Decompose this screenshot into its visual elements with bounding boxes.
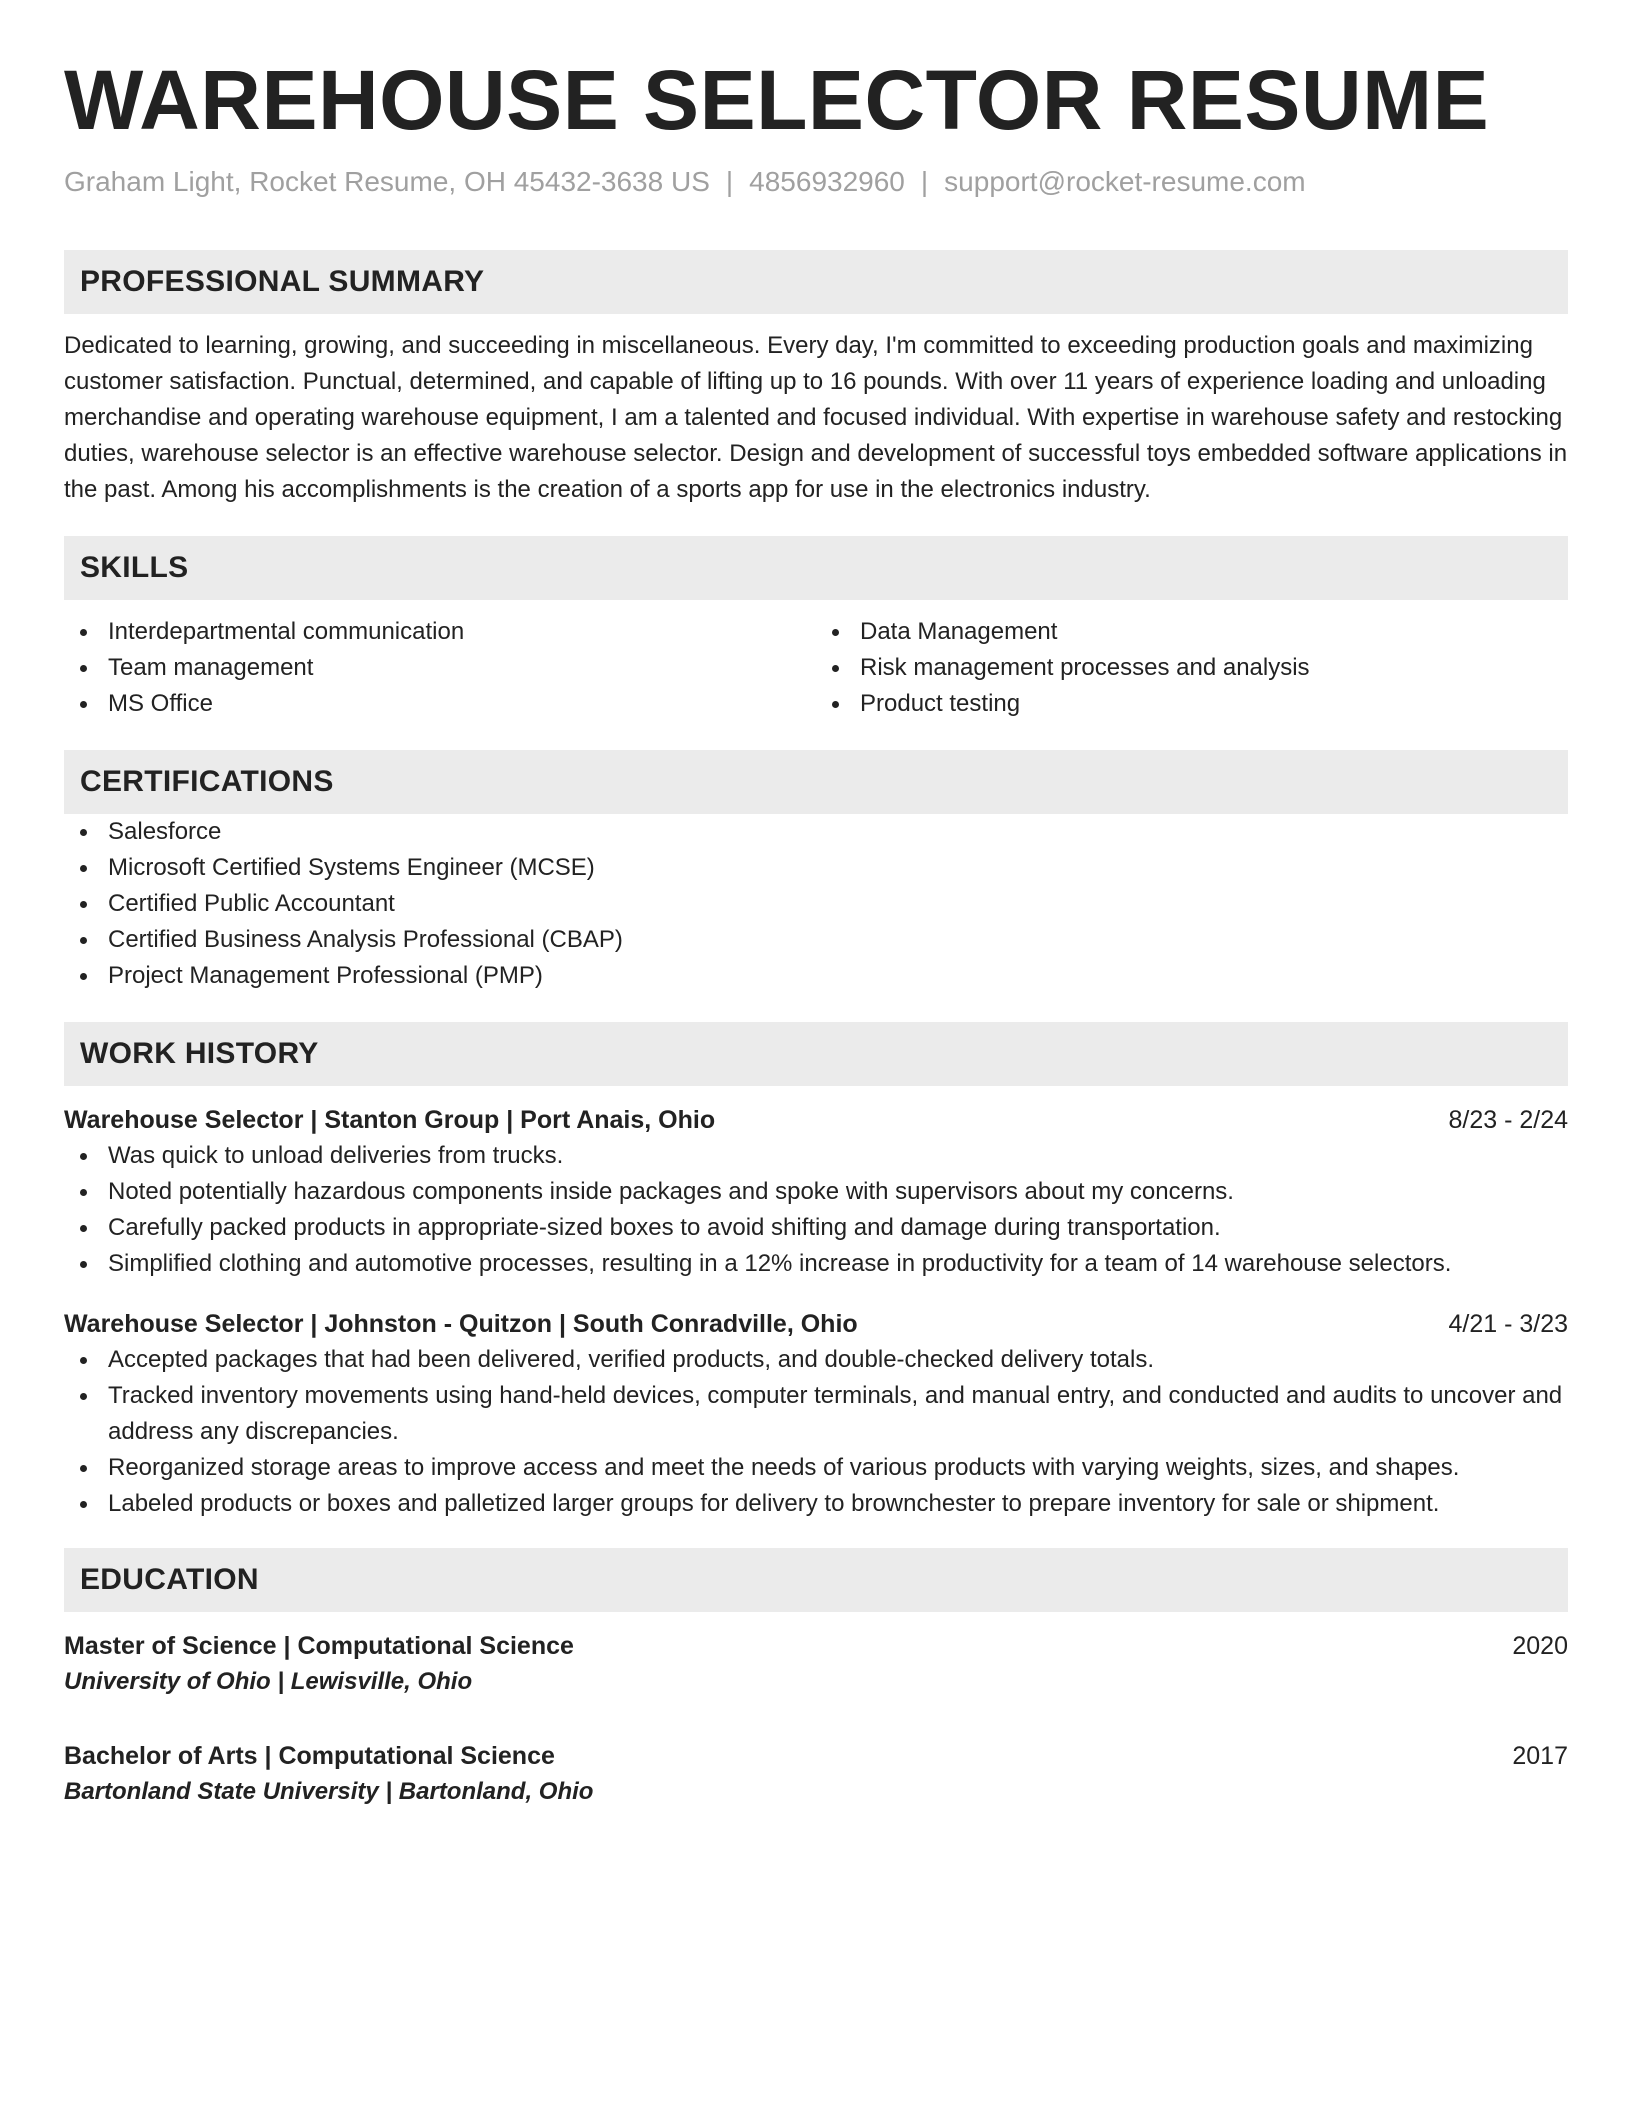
contact-phone: 4856932960 <box>749 166 905 197</box>
section-heading-work-history: WORK HISTORY <box>64 1022 1568 1086</box>
skills-list-right <box>816 614 1568 722</box>
education-year: 2020 <box>1512 1632 1568 1660</box>
summary-text: Dedicated to learning, growing, and succeeding in miscellaneous. Every day, I'm committed to exceeding production goals and maximizing customer satisfaction. Punctual, determined, and capable of lifting up to 16 pounds. With over 11 years of experience loading and unloading merchandise and operating warehouse equipment, I am a talented and focused individual. With expertise in warehouse safety and restocking duties, warehouse selector is an effective warehouse selector. Design and development of successful toys embedded software applications in the past. Among his accomplishments is the creation of a sports app for use in the electronics industry. <box>64 332 1568 503</box>
list-item: Reorganized storage areas to improve access and meet the needs of various products with varying weights, sizes, and shapes. <box>64 1450 1568 1486</box>
job-title: Warehouse Selector | Johnston - Quitzon | South Conradville, Ohio <box>64 1310 858 1338</box>
job-header <box>64 1306 1568 1342</box>
list-item: Interdepartmental communication <box>64 614 816 650</box>
section-heading-certifications: CERTIFICATIONS <box>64 750 1568 814</box>
list-item: Tracked inventory movements using hand-held devices, computer terminals, and manual entry, and conducted and audits to uncover and address any discrepancies. <box>64 1378 1568 1450</box>
list-item: Data Management <box>816 614 1568 650</box>
education-degree: Master of Science | Computational Science <box>64 1632 574 1660</box>
list-item: Project Management Professional (PMP) <box>64 958 1568 994</box>
list-item: Simplified clothing and automotive processes, resulting in a 12% increase in productivity for a team of 14 warehouse selectors. <box>64 1246 1568 1282</box>
list-item: Was quick to unload deliveries from trucks. <box>64 1138 1568 1174</box>
education-entry <box>64 1628 1568 1700</box>
education-entry <box>64 1738 1568 1810</box>
list-item: Labeled products or boxes and palletized larger groups for delivery to brownchester to prepare inventory for sale or shipment. <box>64 1486 1568 1522</box>
contact-separator: | <box>725 166 734 197</box>
section-heading-skills: SKILLS <box>64 536 1568 600</box>
certifications-list <box>64 814 1568 994</box>
list-item: Noted potentially hazardous components inside packages and spoke with supervisors about my concerns. <box>64 1174 1568 1210</box>
skills-list-left <box>64 614 816 722</box>
skills-grid <box>64 614 1568 722</box>
job-dates: 8/23 - 2/24 <box>1448 1106 1568 1134</box>
list-item: Carefully packed products in appropriate-sized boxes to avoid shifting and damage during transportation. <box>64 1210 1568 1246</box>
job-bullets <box>64 1138 1568 1282</box>
contact-email: support@rocket-resume.com <box>944 166 1306 197</box>
job-entry <box>64 1102 1568 1282</box>
list-item: Product testing <box>816 686 1568 722</box>
education-school: Bartonland State University | Bartonland, Ohio <box>64 1778 594 1805</box>
list-item: Accepted packages that had been delivered, verified products, and double-checked delivery totals. <box>64 1342 1568 1378</box>
section-heading-education: EDUCATION <box>64 1548 1568 1612</box>
education-degree: Bachelor of Arts | Computational Science <box>64 1742 555 1770</box>
job-dates: 4/21 - 3/23 <box>1448 1310 1568 1338</box>
list-item: Certified Business Analysis Professional (CBAP) <box>64 922 1568 958</box>
education-header <box>64 1628 1568 1664</box>
list-item: Team management <box>64 650 816 686</box>
list-item: Risk management processes and analysis <box>816 650 1568 686</box>
contact-address: Graham Light, Rocket Resume, OH 45432-3638 US <box>64 166 710 197</box>
contact-separator: | <box>920 166 929 197</box>
resume-title: WAREHOUSE SELECTOR RESUME <box>64 53 1490 147</box>
job-title: Warehouse Selector | Stanton Group | Port Anais, Ohio <box>64 1106 716 1134</box>
contact-line <box>64 164 1568 200</box>
job-entry <box>64 1306 1568 1522</box>
list-item: Certified Public Accountant <box>64 886 1568 922</box>
education-year: 2017 <box>1512 1742 1568 1770</box>
job-header <box>64 1102 1568 1138</box>
job-bullets <box>64 1342 1568 1522</box>
education-school: University of Ohio | Lewisville, Ohio <box>64 1668 473 1695</box>
list-item: MS Office <box>64 686 816 722</box>
list-item: Salesforce <box>64 814 1568 850</box>
section-heading-summary: PROFESSIONAL SUMMARY <box>64 250 1568 314</box>
list-item: Microsoft Certified Systems Engineer (MCSE) <box>64 850 1568 886</box>
education-header <box>64 1738 1568 1774</box>
